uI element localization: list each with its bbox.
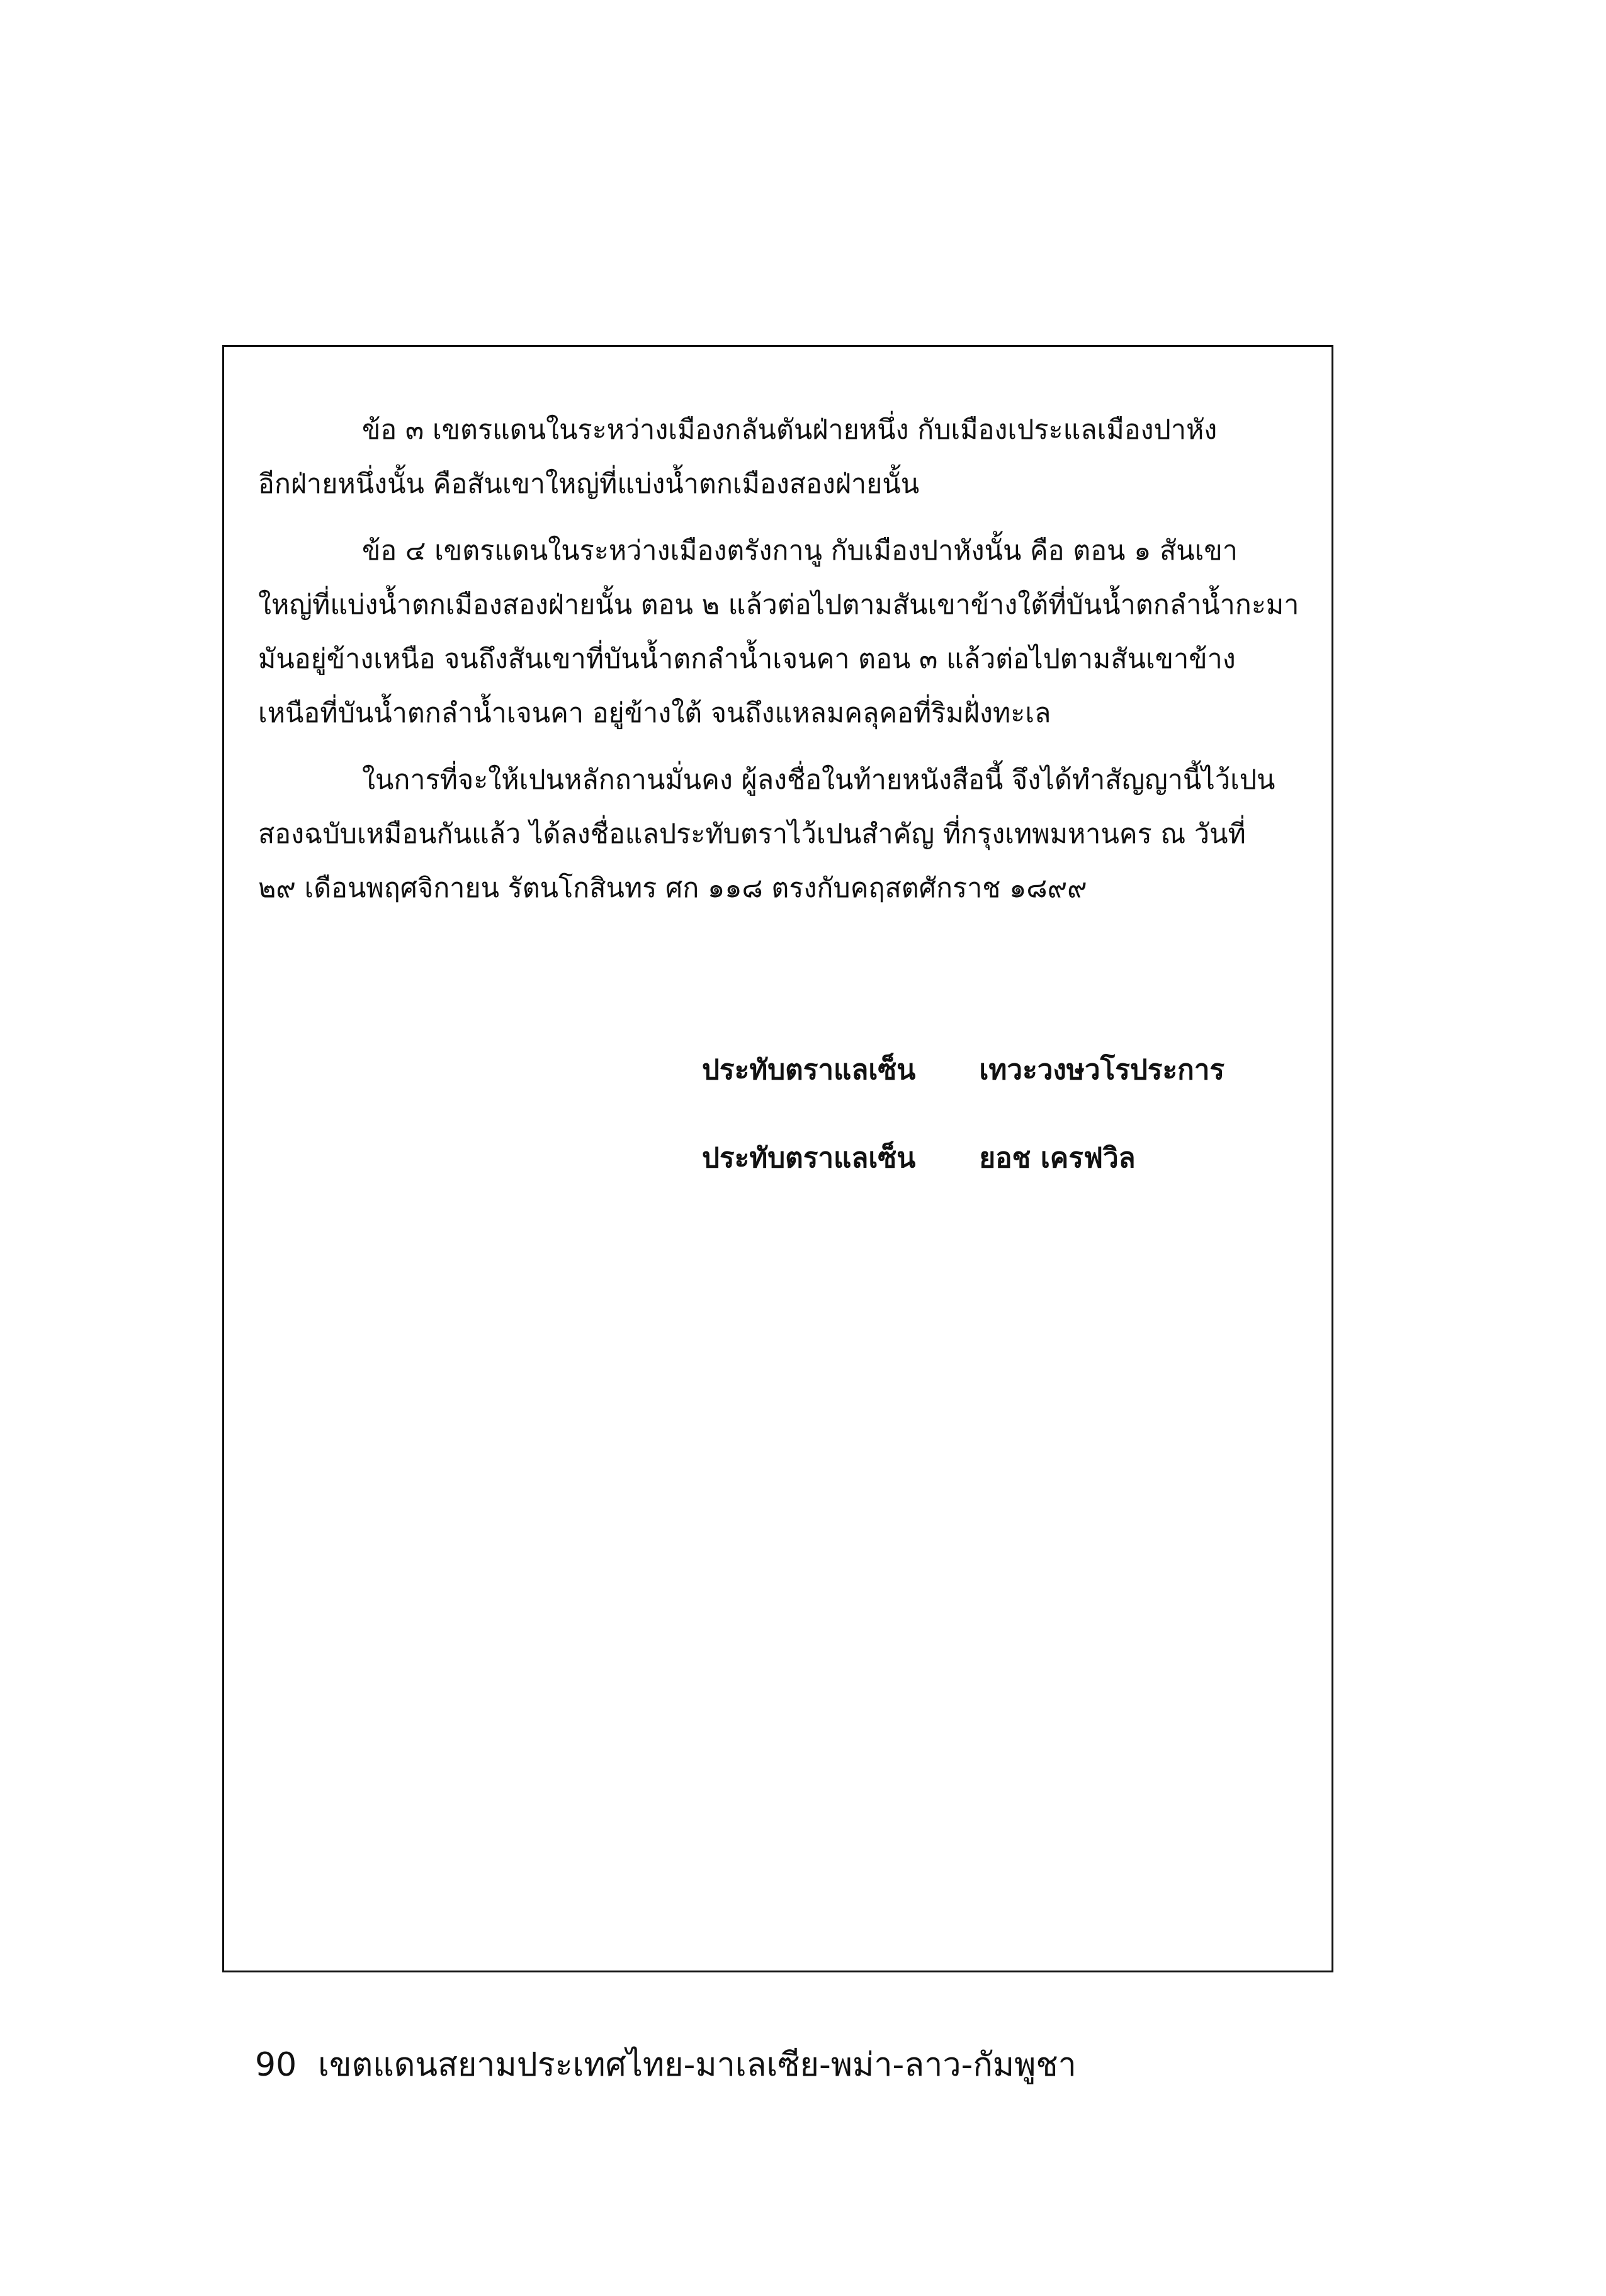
page-footer: [255, 2040, 1077, 2090]
signature-label: ประทับตราแลเซ็น: [702, 1142, 916, 1174]
paragraph-closing: [258, 753, 1300, 915]
signature-block: [702, 1026, 1224, 1202]
text-line: ใหญ่ที่แบ่งน้ำตกเมืองสองฝ่ายนั้น ตอน ๒ แล้วต่อไปตามสันเขาข้างใต้ที่บันน้ำตกลำน้ำกะมา: [258, 589, 1299, 621]
signature-row-siam: [702, 1026, 1224, 1114]
text-line: ๒๙ เดือนพฤศจิกายน รัตนโกสินทร ศก ๑๑๘ ตรงกับคฤสตศักราช ๑๘๙๙: [258, 873, 1087, 904]
signature-row-britain: [702, 1114, 1224, 1202]
text-line: เหนือที่บันน้ำตกลำน้ำเจนคา อยู่ข้างใต้ จนถึงแหลมคลุคอที่ริมฝั่งทะเล: [258, 698, 1051, 729]
text-line: ข้อ ๔ เขตรแดนในระหว่างเมืองตรังกานู กับเมืองปาหังนั้น คือ ตอน ๑ สันเขา: [362, 535, 1238, 567]
paragraph-article-4: [258, 524, 1300, 740]
text-line: มันอยู่ข้างเหนือ จนถึงสันเขาที่บันน้ำตกลำน้ำเจนคา ตอน ๓ แล้วต่อไปตามสันเขาข้าง: [258, 643, 1236, 675]
text-line: ในการที่จะให้เปนหลักถานมั่นคง ผู้ลงชื่อในท้ายหนังสือนี้ จึงได้ทำสัญญานี้ไว้เปน: [362, 764, 1275, 796]
book-title: เขตแดนสยามประเทศไทย-มาเลเซีย-พม่า-ลาว-กัมพูชา: [318, 2046, 1077, 2084]
treaty-text: [258, 403, 1300, 915]
text-line: อีกฝ่ายหนึ่งนั้น คือสันเขาใหญ่ที่แบ่งน้ำตกเมืองสองฝ่ายนั้น: [258, 468, 920, 500]
paragraph-article-3: [258, 403, 1300, 511]
signatory-name: ยอช เครฟวิล: [979, 1142, 1136, 1174]
signature-label: ประทับตราแลเซ็น: [702, 1054, 916, 1086]
signatory-name: เทวะวงษวโรประการ: [979, 1054, 1225, 1086]
text-line: สองฉบับเหมือนกันแล้ว ได้ลงชื่อแลประทับตราไว้เปนสำคัญ ที่กรุงเทพมหานคร ณ วันที่: [258, 818, 1246, 850]
page-number: 90: [255, 2046, 297, 2084]
text-line: ข้อ ๓ เขตรแดนในระหว่างเมืองกลันตันฝ่ายหนึ่ง กับเมืองเประแลเมืองปาหัง: [362, 414, 1218, 446]
